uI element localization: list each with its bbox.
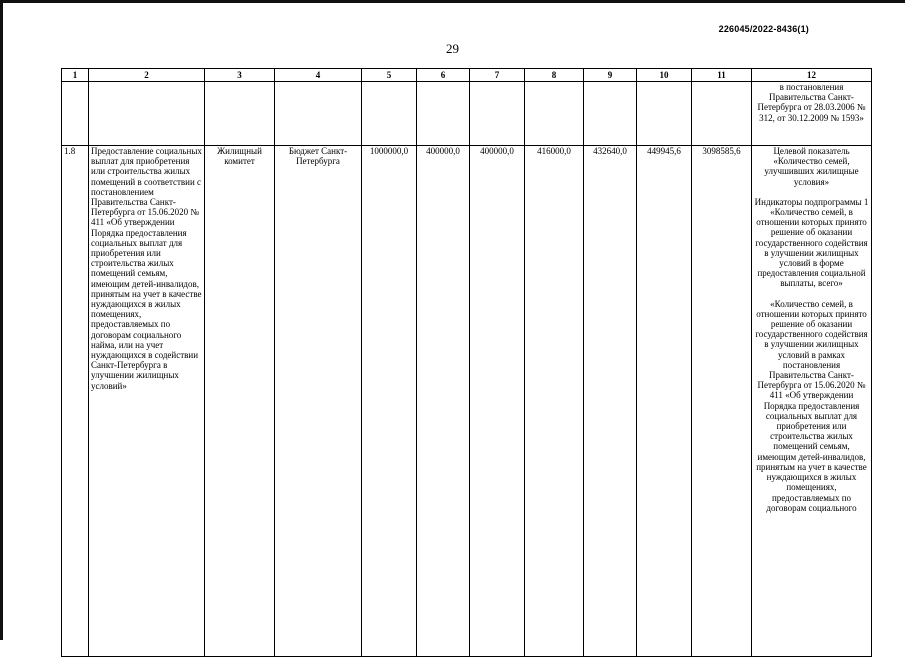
value-col-7: 400000,0 [470,146,525,657]
table-row [62,146,872,657]
indicator-continuation: в постановления Правительства Санкт-Петербурга от 28.03.2006 № 312, от 30.12.2009 № 1593» [752,82,872,146]
cell [275,82,362,146]
measure-name: Предоставление социальных выплат для приобретения или строительства жилых помещений в соответствии с постановлением Правительства Санкт-Петербурга от 15.06.2020 № 411 «Об утверждении Порядка предоставления социальных выплат для приобретения или строительства жилых помещений семьям, имеющим детей-инвалидов, принятым на учет в качестве нуждающихся в жилых помещениях, предоставляемых по договорам социального найма, или на учет нуждающихся в содействии Санкт-Петербурга в улучшении жилищных условий» [89,146,205,657]
col-header-4: 4 [275,69,362,82]
indicator-1: «Количество семей, в отношении которых принято решение об оказании государственного содействия в улучшении жилищных условий в форме предоставления социальной выплаты, всего» [755,207,868,289]
value-col-10: 449945,6 [637,146,692,657]
value-col-11: 3098585,6 [692,146,752,657]
col-header-9: 9 [584,69,637,82]
col-header-8: 8 [525,69,584,82]
indicator-2: «Количество семей, в отношении которых принято решение об оказании государственного содействия в улучшении жилищных условий в рамках постановления Правительства Санкт-Петербурга от 15.06.2020 № 411 «Об утверждении Порядка предоставления социальных выплат для приобретения или строительства жилых помещений семьям, имеющим детей-инвалидов, принятым на учет в качестве нуждающихся в жилых помещениях, предоставляемых по договорам социального [755,298,868,513]
col-header-6: 6 [417,69,470,82]
indicators-cell [752,146,872,657]
value-col-9: 432640,0 [584,146,637,657]
col-header-1: 1 [62,69,89,82]
funding-source: Бюджет Санкт-Петербурга [275,146,362,657]
row-number: 1.8 [62,146,89,657]
col-header-3: 3 [205,69,275,82]
indicators-heading: Индикаторы подпрограммы 1 [754,196,869,207]
cell [362,82,417,146]
table-row [62,82,872,146]
cell [205,82,275,146]
executor: Жилищный комитет [205,146,275,657]
cell [637,82,692,146]
cell [62,82,89,146]
header-row [62,69,872,82]
program-table [61,68,872,657]
cell [89,82,205,146]
col-header-12: 12 [752,69,872,82]
value-col-8: 416000,0 [525,146,584,657]
scan-edge-left [0,0,3,640]
target-indicator: Целевой показатель «Количество семей, улучшивших жилищные условия» [764,146,859,187]
page-number: 29 [446,41,459,56]
cell [692,82,752,146]
document-id: 226045/2022-8436(1) [718,24,809,34]
cell [584,82,637,146]
cell [470,82,525,146]
col-header-5: 5 [362,69,417,82]
col-header-7: 7 [470,69,525,82]
value-col-5: 1000000,0 [362,146,417,657]
scan-edge-top [0,0,905,3]
cell [417,82,470,146]
cell [525,82,584,146]
col-header-10: 10 [637,69,692,82]
col-header-2: 2 [89,69,205,82]
value-col-6: 400000,0 [417,146,470,657]
col-header-11: 11 [692,69,752,82]
